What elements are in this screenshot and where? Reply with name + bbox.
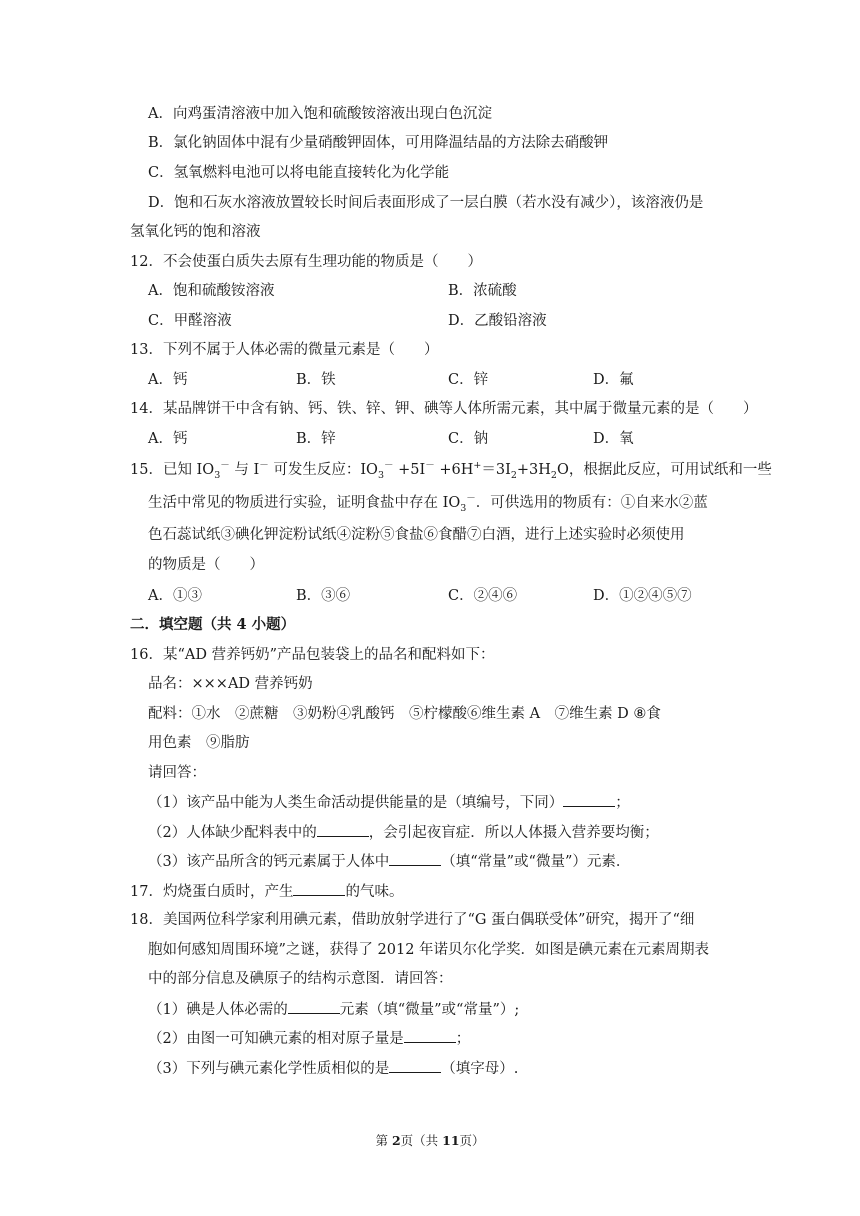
q18-text: （1）碘是人体必需的 [148,1002,288,1018]
question-17 [130,881,403,901]
q13-option-a: A．钙 [148,372,188,388]
section-heading: 二．填空题（共 4 小题） [130,616,296,633]
q15-option-a: A．①③ [148,588,202,604]
answer-blank[interactable] [404,1028,456,1043]
q16-prompt: 请回答： [148,765,206,781]
q18-text: （3）下列与碘元素化学性质相似的是 [148,1061,390,1077]
q15-text: +5I [393,462,426,478]
subscript: 3 [460,502,467,514]
superscript: － [425,460,435,472]
q16-sub-3 [148,851,630,871]
q15-line-3: 色石蕊试纸③碘化钾淀粉试纸④淀粉⑤食盐⑥食醋⑦白酒，进行上述实验时必须使用 [148,527,685,543]
q13-option-c: C．锌 [448,372,489,388]
q16-text: （1）该产品中能为人类生命活动提供能量的是（填编号，下同） [148,795,564,811]
q18-line-2: 胞如何感知周围环境”之谜，获得了 2012 年诺贝尔化学奖．如图是碘元素在元素周期表 [148,942,710,958]
answer-blank[interactable] [317,822,369,837]
q15-option-d: D．①②④⑤⑦ [593,588,692,604]
q18-text: （2）由图一可知碘元素的相对原子量是 [148,1031,404,1047]
option-line: D．饱和石灰水溶液放置较长时间后表面形成了一层白膜（若水没有减少），该溶液仍是 [148,195,704,211]
q16-sub-1 [148,792,630,812]
superscript: + [473,460,482,472]
q17-text: 的气味。 [345,884,404,900]
q16-sub-2 [148,822,659,842]
page-number: 2 [391,1133,401,1148]
superscript: － [259,460,269,472]
q16-text: （填“常量”或“微量”）元素． [441,854,631,870]
subscript: 2 [510,469,517,481]
q15-text: 与 I [229,462,260,478]
q16-text: ，会引起夜盲症．所以人体摄入营养要均衡； [368,825,659,841]
option-line: A．向鸡蛋清溶液中加入饱和硫酸铵溶液出现白色沉淀 [148,106,492,122]
footer-text: 第 [375,1133,392,1148]
question-15 [130,460,772,480]
superscript: － [220,460,230,472]
question-18: 18．美国两位科学家利用碘元素，借助放射学进行了“G 蛋白偶联受体”研究，揭开了“细 [130,912,695,928]
q15-line-4: 的物质是（ ） [148,557,264,573]
q12-option-d: D．乙酸铅溶液 [448,313,547,329]
superscript: － [466,493,476,505]
question-12: 12．不会使蛋白质失去原有生理功能的物质是（ ） [130,254,482,270]
option-line: C．氢氧燃料电池可以将电能直接转化为化学能 [148,165,450,181]
answer-blank[interactable] [389,851,441,866]
q18-text: ； [455,1031,471,1047]
q15-text: +3H [516,462,551,478]
q14-option-a: A．钙 [148,431,188,447]
q15-text: +6H [434,462,474,478]
q15-option-b: B．③⑥ [296,588,351,604]
q16-product-name: 品名：×××AD 营养钙奶 [148,676,313,692]
q17-text: 17．灼烧蛋白质时，产生 [130,884,294,900]
question-14: 14．某品牌饼干中含有钠、钙、铁、锌、钾、碘等人体所需元素，其中属于微量元素的是（ ） [130,401,758,417]
q14-option-d: D．氧 [593,431,634,447]
q15-text: ．可供选用的物质有：①自来水②蓝 [475,495,708,511]
answer-blank[interactable] [563,792,615,807]
option-line-continued: 氢氧化钙的饱和溶液 [130,224,261,240]
subscript: 3 [377,469,384,481]
q13-option-b: B．铁 [296,372,336,388]
page-footer [0,1132,860,1150]
q15-text: 15．已知 IO [130,462,215,478]
q15-line-2 [148,493,708,513]
question-16: 16．某“AD 营养钙奶”产品包装袋上的品名和配料如下： [130,647,495,663]
answer-blank[interactable] [293,881,345,896]
q12-option-a: A．饱和硫酸铵溶液 [148,283,275,299]
q12-option-b: B．浓硫酸 [448,283,517,299]
q16-ingredients: 配料：①水 ②蔗糖 ③奶粉④乳酸钙 ⑤柠檬酸⑥维生素 A ⑦维生素 D ⑧食 [148,706,661,722]
q15-text: 可发生反应：IO [268,462,378,478]
q16-text: ； [615,795,630,811]
q15-text: ＝3I [481,462,511,478]
superscript: － [384,460,394,472]
q18-text: 元素（填“微量”或“常量”）; [339,1002,520,1018]
q18-sub-3 [148,1058,518,1078]
q16-text: （2）人体缺少配料表中的 [148,825,317,841]
q15-text: O，根据此反应，可用试纸和一些 [556,462,772,478]
question-13: 13．下列不属于人体必需的微量元素是（ ） [130,342,439,358]
footer-text: 页（共 [400,1133,443,1148]
q18-sub-1 [148,999,519,1019]
answer-blank[interactable] [288,999,340,1014]
q18-text: （填字母）. [441,1061,519,1077]
q18-line-3: 中的部分信息及碘原子的结构示意图．请回答： [148,971,453,987]
q18-sub-2 [148,1028,470,1048]
q16-text: （3）该产品所含的钙元素属于人体中 [148,854,390,870]
q15-option-c: C．②④⑥ [448,588,518,604]
answer-blank[interactable] [389,1058,441,1073]
q12-option-c: C．甲醛溶液 [148,313,232,329]
page-total: 11 [442,1133,460,1148]
q14-option-b: B．锌 [296,431,336,447]
subscript: 2 [550,469,557,481]
q14-option-c: C．钠 [448,431,489,447]
option-line: B．氯化钠固体中混有少量硝酸钾固体，可用降温结晶的方法除去硝酸钾 [148,135,609,151]
q16-ingredients-continued: 用色素 ⑨脂肪 [148,735,250,751]
q13-option-d: D．氟 [593,372,634,388]
q15-text: 生活中常见的物质进行实验，证明食盐中存在 IO [148,495,461,511]
subscript: 3 [214,469,221,481]
footer-text: 页） [459,1133,485,1148]
